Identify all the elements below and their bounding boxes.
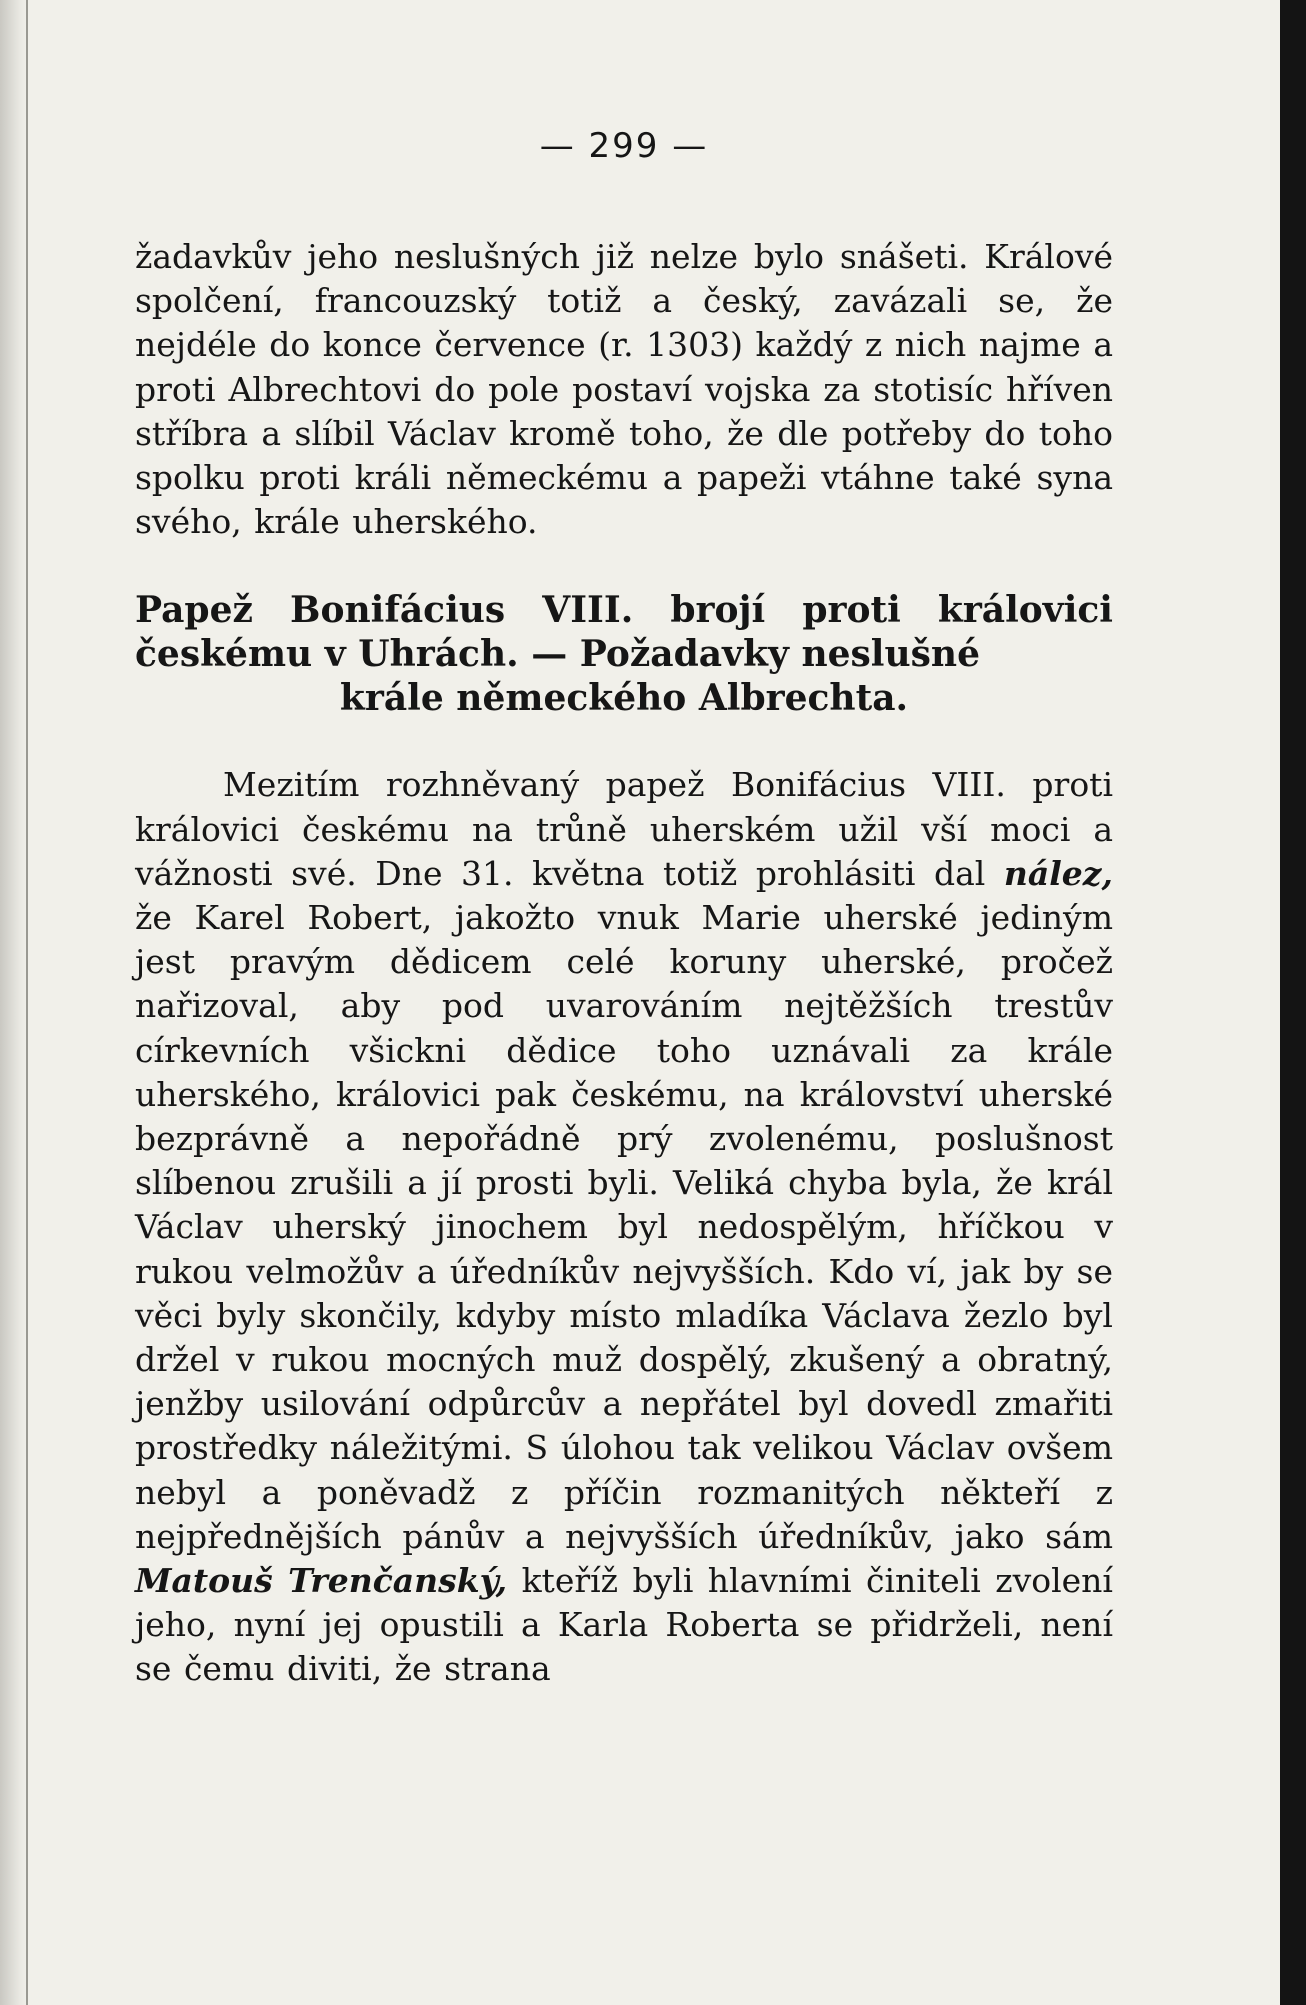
section-heading-last-line: krále německého Albrechta. xyxy=(339,677,909,720)
page-number: — 299 — xyxy=(539,126,709,166)
paragraph-2-part-a: Mezitím rozhněvaný papež Bonifácius VIII. proti královici českému na trůně uherském užil vší moci a vážnosti své. Dne 31. května totiž prohlásiti dal xyxy=(135,765,1113,893)
paragraph-2-italic-matous: Matouš Trenčanský, xyxy=(135,1561,508,1601)
text-block xyxy=(135,118,1113,1692)
paragraph-2 xyxy=(135,763,1113,1691)
page-left-binding-line xyxy=(26,0,28,2005)
page-right-dark-edge xyxy=(1280,0,1306,2005)
page-left-shadow xyxy=(0,0,28,2005)
section-heading: Papež Bonifácius VIII. brojí proti královici českému v Uhrách. — Požadavky neslušné xyxy=(135,589,1113,676)
paragraph-2-part-c: kteříž byli hlavními činiteli zvolení jeho, nyní jej opustili a Karla Roberta se přidrželi, není se čemu diviti, že strana xyxy=(135,1561,1113,1689)
paragraph-2-italic-nalez: nález, xyxy=(1003,853,1113,893)
paragraph-2-part-b: že Karel Robert, jakožto vnuk Marie uherské jediným jest pravým dědicem celé koruny uherské, pročež nařizoval, aby pod uvarováním nejtěžších trestův církevních všickni dědice toho uznávali za krále uherského, královici pak českému, na království uherské bezprávně a nepořádně prý zvolenému, poslušnost slíbenou zrušili a jí prosti byli. Veliká chyba byla, že král Václav uherský jinochem byl nedospělým, hříčkou v rukou velmožův a úředníkův nejvyšších. Kdo ví, jak by se věci byly skončily, kdyby místo mladíka Václava žezlo byl držel v rukou mocných muž dospělý, zkušený a obratný, jenžby usilování odpůrcův a nepřátel byl dovedl zmařiti prostředky náležitými. S úlohou tak velikou Václav ovšem nebyl a poněvadž z příčin rozmanitých někteří z nejpřednějších pánův a nejvyšších úředníkův, jako sám xyxy=(135,898,1113,1556)
paragraph-1: žadavkův jeho neslušných již nelze bylo snášeti. Králové spolčení, francouzský totiž a český, zavázali se, že nejdéle do konce července (r. 1303) každý z nich najme a proti Albrechtovi do pole postaví vojska za stotisíc hříven stříbra a slíbil Václav kromě toho, že dle potřeby do toho spolku proti králi německému a papeži vtáhne také syna svého, krále uherského. xyxy=(135,237,1113,542)
